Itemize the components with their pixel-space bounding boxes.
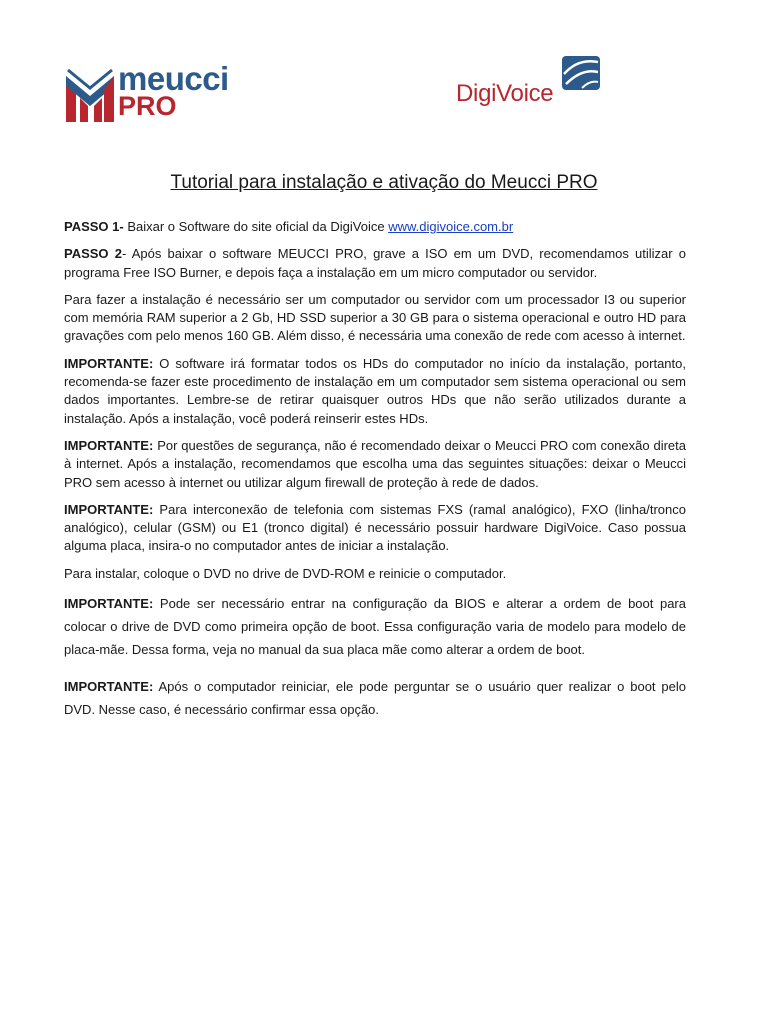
paragraph-lead: IMPORTANTE: xyxy=(64,596,154,612)
paragraph-important-security xyxy=(64,437,686,492)
digivoice-logo-mark-icon xyxy=(560,54,602,92)
paragraph-important-bios xyxy=(64,592,686,661)
paragraph-text: Para instalar, coloque o DVD no drive de DVD-ROM e reinicie o computador. xyxy=(64,565,507,581)
paragraph-text: Após o computador reiniciar, ele pode perguntar se o usuário quer realizar o boot pelo DVD. Nesse caso, é necessário confirmar essa opção. xyxy=(64,679,686,718)
paragraph-requirements xyxy=(64,291,686,346)
paragraph-lead: IMPORTANTE: xyxy=(64,501,154,517)
meucci-pro-logo xyxy=(64,60,254,126)
digivoice-website-link[interactable]: www.digivoice.com.br xyxy=(388,219,514,234)
paragraph-lead: PASSO 2 xyxy=(64,246,122,262)
paragraph-text: Pode ser necessário entrar na configuração da BIOS e alterar a ordem de boot para colocar o drive de DVD como primeira opção de boot. Essa configuração varia de modelo para modelo de placa-mãe. Dessa forma, veja no manual da sua placa mãe como alterar a ordem de boot. xyxy=(64,596,686,658)
paragraph-text: O software irá formatar todos os HDs do computador no início da instalação, portanto, recomenda-se fazer este procedimento de instalação em um computador sem sistema operacional ou sem dados importantes. Lembre-se de retirar quaisquer outros HDs que não serão utilizados durante a instalação. Após a instalação, você poderá reinserir estes HDs. xyxy=(64,355,686,426)
paragraph-passo-1 xyxy=(64,218,686,236)
document-title: Tutorial para instalação e ativação do Meucci PRO xyxy=(170,172,598,193)
paragraph-text: - Após baixar o software MEUCCI PRO, grave a ISO em um DVD, recomendamos utilizar o programa Free ISO Burner, e depois faça a instalação em um micro computador ou servidor. xyxy=(64,246,686,280)
paragraph-lead: IMPORTANTE: xyxy=(64,437,154,453)
paragraph-text: Para interconexão de telefonia com sistemas FXS (ramal analógico), FXO (linha/tronco analógico), celular (GSM) ou E1 (tronco digital) é necessário possuir hardware DigiVoice. Caso possua alguma placa, insira-o no computador antes de iniciar a instalação. xyxy=(64,501,686,554)
paragraph-text: Por questões de segurança, não é recomendado deixar o Meucci PRO com conexão direta à internet. Após a instalação, recomendamos que escolha uma das seguintes situações: deixar o Meucci PRO sem acesso à internet ou utilizar algum firewall de proteção à rede de dados. xyxy=(64,437,686,490)
paragraph-lead: IMPORTANTE: xyxy=(64,355,154,371)
paragraph-important-hardware xyxy=(64,501,686,556)
paragraph-lead: IMPORTANTE: xyxy=(64,679,154,695)
paragraph-important-boot xyxy=(64,675,686,721)
paragraph-lead: PASSO 1- xyxy=(64,219,124,234)
document-header xyxy=(0,0,768,140)
digivoice-logo-text: DigiVoice xyxy=(456,80,554,107)
paragraph-text: Para fazer a instalação é necessário ser um computador ou servidor com um processador I3 ou superior com memória RAM superior a 2 Gb, HD SSD superior a 30 GB para o sistema operacional e outro HD para gravações com pelo menos 160 GB. Além disso, é necessária uma conexão de rede com acesso à internet. xyxy=(64,291,686,344)
paragraph-passo-2 xyxy=(64,245,686,282)
paragraph-install-dvd xyxy=(64,565,686,583)
meucci-logo-mark-icon xyxy=(64,66,116,122)
paragraph-text: Baixar o Software do site oficial da DigiVoice xyxy=(123,219,389,234)
meucci-logo-pro-text: PRO xyxy=(118,91,177,121)
paragraph-important-format xyxy=(64,355,686,428)
digivoice-logo xyxy=(452,54,602,110)
document-body xyxy=(64,218,686,730)
meucci-logo-text: meucci xyxy=(118,60,229,97)
